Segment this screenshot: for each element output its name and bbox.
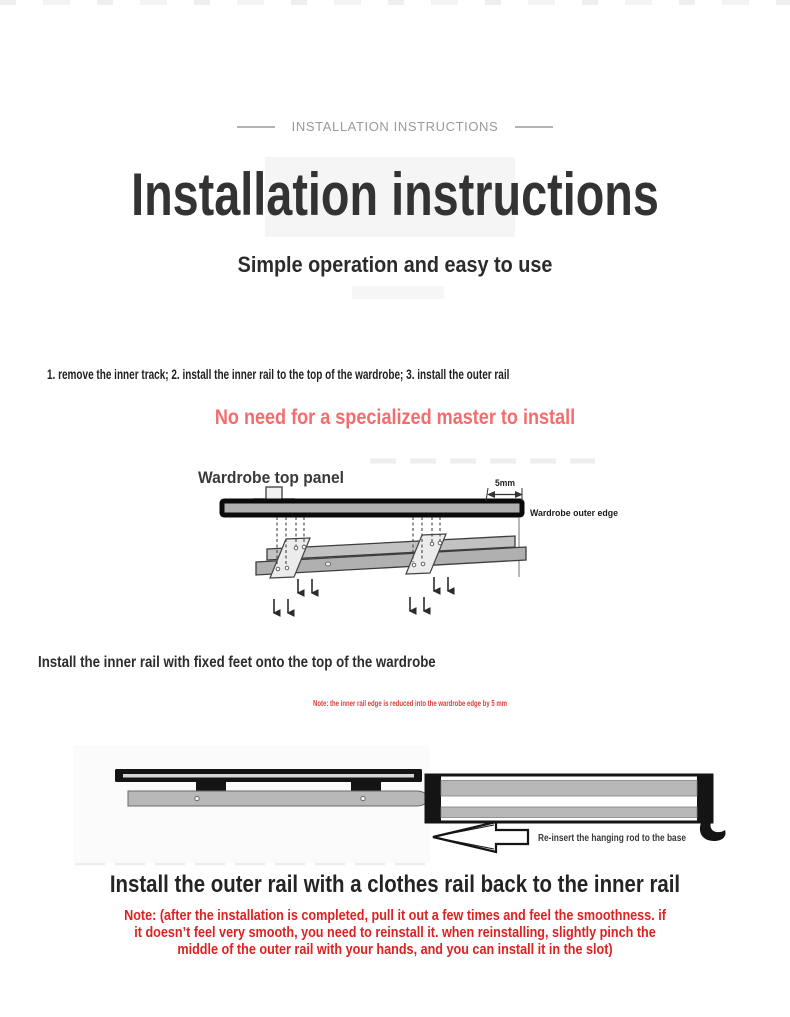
rail-foot-left [196, 782, 226, 791]
eyebrow-row [0, 119, 790, 134]
wardrobe-outer-edge-label: Wardrobe outer edge [530, 508, 618, 519]
page-subtitle: Simple operation and easy to use [237, 252, 553, 277]
note-line-1: Note: (after the installation is completed, pull it out a few times and feel the smoothness. if [124, 908, 666, 924]
reinsert-arrow-label: Re-insert the hanging rod to the base [538, 833, 687, 844]
highlight-heading: No need for a specialized master to install [214, 405, 576, 429]
down-arrow-icons [274, 577, 448, 613]
wardrobe-top-panel-label: Wardrobe top panel [198, 469, 344, 487]
section2-heading: Install the outer rail with a clothes rail back to the inner rail [109, 871, 681, 898]
hanging-rod-bar [128, 791, 427, 806]
section1-note: Note: the inner rail edge is reduced into the wardrobe edge by 5 mm [312, 699, 508, 708]
section2-note [51, 908, 738, 959]
rail-foot-right [351, 782, 381, 791]
wardrobe-top-panel [222, 501, 522, 515]
mounted-inner-rail-side-view [115, 769, 427, 806]
left-arrow-icon [433, 822, 528, 852]
outer-rail-reinsert-diagram [70, 740, 770, 870]
eyebrow-label: INSTALLATION INSTRUCTIONS [291, 119, 499, 134]
dimension-label: 5mm [495, 478, 515, 488]
section1-heading: Install the inner rail with fixed feet onto the top of the wardrobe [38, 654, 436, 671]
dimension-5mm [486, 478, 523, 501]
steps-line: 1. remove the inner track; 2. install the inner rail to the top of the wardrobe; 3. install the outer rail [47, 367, 510, 382]
note-line-3: middle of the outer rail with your hands, and you can install it in the slot) [177, 942, 613, 958]
page-title: Installation instructions [131, 161, 659, 228]
inner-rail-installation-diagram [170, 445, 630, 630]
note-line-2: it doesn’t feel very smooth, you need to reinstall it. when reinstalling, slightly pinch the [134, 925, 656, 941]
left-dash-divider [237, 126, 275, 128]
right-dash-divider [515, 126, 553, 128]
top-edge-artifacts [0, 0, 790, 5]
subtitle-backdrop [352, 286, 444, 299]
